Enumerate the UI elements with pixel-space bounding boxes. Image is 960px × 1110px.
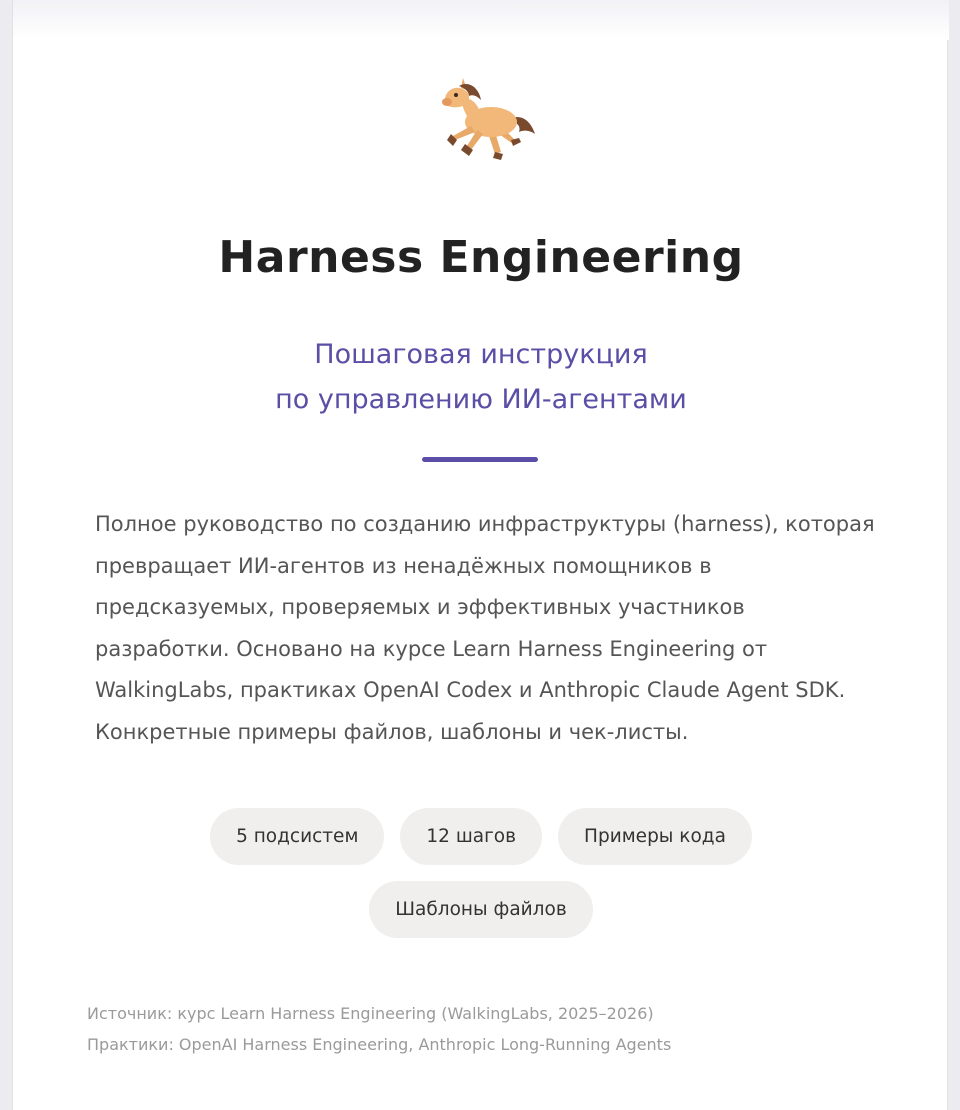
page-title: Harness Engineering <box>218 232 744 283</box>
tag-subsystems: 5 подсистем <box>210 808 384 865</box>
document-page <box>12 0 948 1110</box>
accent-divider <box>422 457 538 462</box>
tag-file-templates: Шаблоны файлов <box>369 881 592 938</box>
subtitle-line-2: по управлению ИИ-агентами <box>275 384 687 415</box>
tag-list <box>181 808 781 938</box>
subtitle-line-1: Пошаговая инструкция <box>314 339 648 370</box>
footer-practices: Практики: OpenAI Harness Engineering, Anthropic Long-Running Agents <box>87 1035 672 1054</box>
tag-code-examples: Примеры кода <box>558 808 752 865</box>
horse-icon <box>423 70 543 170</box>
footer-source: Источник: курс Learn Harness Engineering (WalkingLabs, 2025–2026) <box>87 1004 654 1023</box>
footer-sources <box>87 998 887 1060</box>
description-paragraph: Полное руководство по созданию инфраструктуры (harness), которая превращает ИИ-агентов из ненадёжных помощников в предсказуемых, проверяемых и эффективных участников разработки. Основано на курсе Learn Harness Engineering от WalkingLabs, практиках OpenAI Codex и Anthropic Claude Agent SDK. Конкретные примеры файлов, шаблоны и чек-листы. <box>95 512 875 744</box>
subtitle <box>13 332 949 422</box>
top-shadow <box>13 0 949 40</box>
tag-steps: 12 шагов <box>400 808 542 865</box>
